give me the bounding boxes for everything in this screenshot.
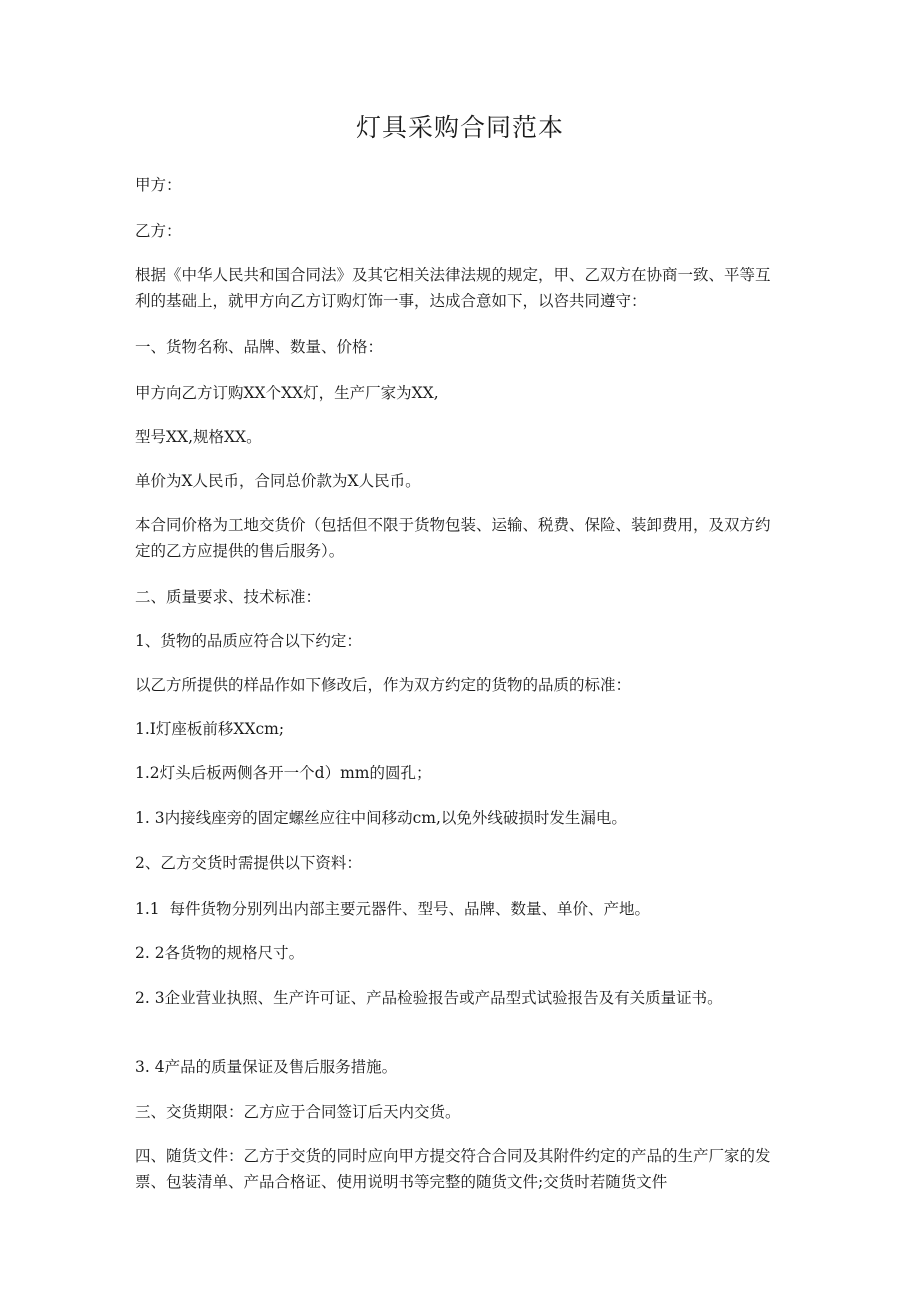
modification-1-1: 1.I灯座板前移XXcm; [135,720,285,738]
document-item-2-2: 2. 2各货物的规格尺寸。 [135,944,305,962]
party-a-line: 甲方： [135,176,182,194]
section-4-documents: 四、随货文件：乙方于交货的同时应向甲方提交符合合同及其附件约定的产品的生产厂家的发票、包装清单、产品合格证、使用说明书等完整的随货文件;交货时若随货文件 [135,1147,771,1191]
modification-1-3: 1. 3内接线座旁的固定螺丝应往中间移动cm,以免外线破损时发生漏电。 [135,809,627,827]
document-item-1-1: 1.1 每件货物分别列出内部主要元器件、型号、品牌、数量、单价、产地。 [135,900,651,918]
section-1-heading: 一、货物名称、品牌、数量、价格： [135,338,384,356]
model-spec-line: 型号XX,规格XX。 [135,428,262,446]
document-title: 灯具采购合同范本 [355,113,564,142]
quality-clause-2: 2、乙方交货时需提供以下资料： [135,854,362,872]
modification-1-2: 1.2灯头后板两侧各开一个d）mm的圆孔； [135,764,432,782]
section-2-heading: 二、质量要求、技术标准： [135,588,322,606]
preamble-paragraph: 根据《中华人民共和国合同法》及其它相关法律法规的规定，甲、乙双方在协商一致、平等互利的基础上，就甲方向乙方订购灯饰一事，达成合意如下，以咨共同遵守： [135,266,771,310]
sample-standard-line: 以乙方所提供的样品作如下修改后，作为双方约定的货物的品质的标准： [135,676,632,694]
quality-clause-1: 1、货物的品质应符合以下约定： [135,632,362,650]
document-item-2-3: 2. 3企业营业执照、生产许可证、产品检验报告或产品型式试验报告及有关质量证书。 [135,989,723,1007]
document-item-3-4: 3. 4产品的质量保证及售后服务措施。 [135,1058,398,1076]
price-line: 单价为X人民币，合同总价款为X人民币。 [135,472,421,490]
section-3-delivery: 三、交货期限：乙方应于合同签订后天内交货。 [135,1103,461,1121]
price-terms-paragraph: 本合同价格为工地交货价（包括但不限于货物包装、运输、税费、保险、装卸费用，及双方约定的乙方应提供的售后服务）。 [135,516,771,560]
party-b-line: 乙方： [135,222,182,240]
order-line: 甲方向乙方订购XX个XX灯，生产厂家为XX, [135,384,439,402]
